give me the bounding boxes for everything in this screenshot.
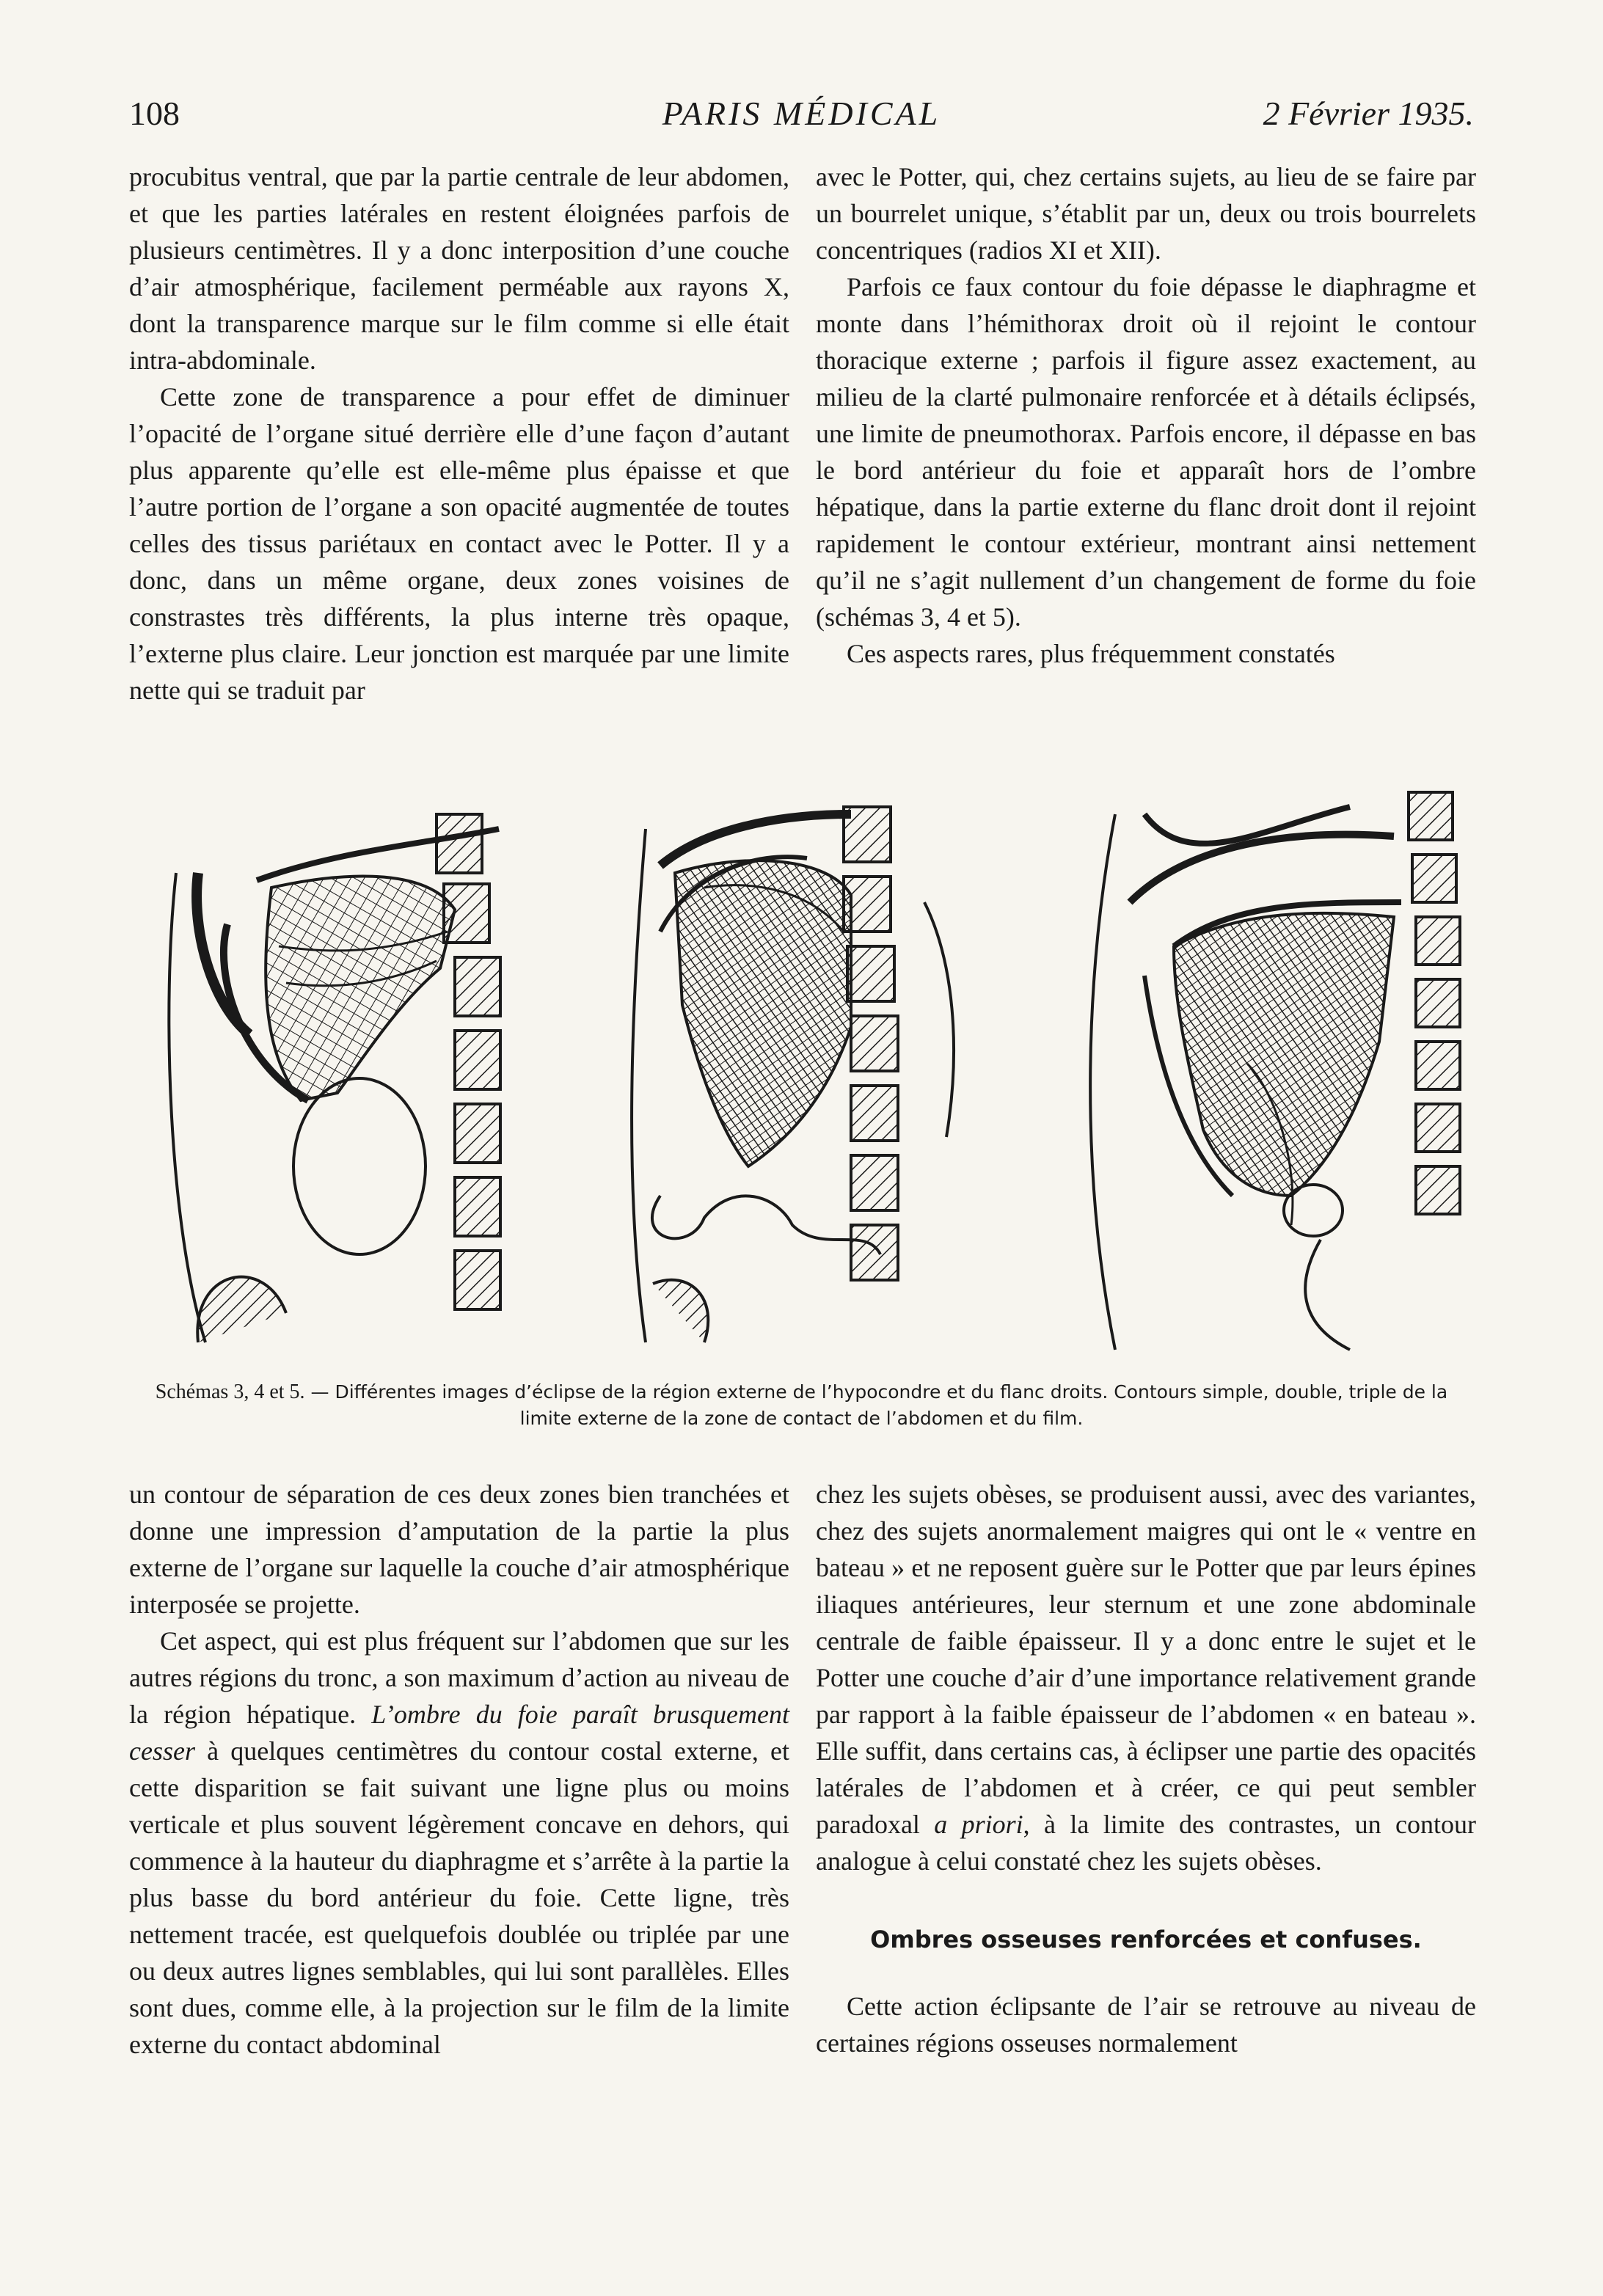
running-header bbox=[129, 94, 1474, 138]
paragraph: Cette zone de transparence a pour effet de diminuer l’opacité de l’organe situé derrière elle d’une façon d’autant plus apparente qu’elle est elle-même plus épaisse et que l’autre portion de l’organe a son opacité augmentée de toutes celles des tissus pariétaux en contact avec le Potter. Il y a donc, dans un même organe, deux zones voisines de constrastes très différents, la plus interne très opaque, l’externe plus claire. Leur jonction est marquée par une limite nette qui se traduit par bbox=[129, 382, 789, 705]
paragraph bbox=[129, 1623, 789, 2063]
journal-title: PARIS MÉDICAL bbox=[662, 95, 941, 132]
paragraph: procubitus ventral, que par la partie centrale de leur abdomen, et que les parties latérales en restent éloignées parfois de plusieurs centimètres. Il y a donc interposition d’une couche d’air atmosphérique, facilement perméable aux rayons X, dont la transparence marque sur le film comme si elle était intra-abdominale. bbox=[129, 162, 789, 375]
schema-drawings bbox=[147, 785, 1467, 1372]
vertebra-column bbox=[1409, 792, 1460, 1214]
column-bottom-left bbox=[129, 1476, 789, 2063]
figure-schemas bbox=[147, 785, 1467, 1372]
column-top-right bbox=[816, 158, 1476, 672]
paragraph: Parfois ce faux contour du foie dépasse le diaphragme et monte dans l’hémithorax droit où il rejoint le contour thoracique externe ; parfois il figure assez exactement, au milieu de la clarté pulmonaire renforcée et à détails éclipsés, une limite de pneumothorax. Parfois encore, il dépasse en bas le bord antérieur du foie et apparaît hors de l’ombre hépatique, dans la partie externe du flanc droit dont il rejoint rapidement le contour extérieur, montrant ainsi nettement qu’il ne s’agit nullement d’un changement de forme du foie (schémas 3, 4 et 5). bbox=[816, 272, 1476, 632]
column-bottom-right bbox=[816, 1476, 1476, 2061]
page-number: 108 bbox=[129, 95, 180, 132]
paragraph: Cette action éclipsante de l’air se retrouve au niveau de certaines régions osseuses normalement bbox=[816, 1992, 1476, 2058]
text-run: , à la limite des contrastes, un contour analogue à celui constaté chez les sujets obèses. bbox=[816, 1810, 1476, 1876]
issue-date: 2 Février 1935. bbox=[1263, 95, 1474, 132]
vertebra-column bbox=[437, 814, 500, 1309]
caption-lead: Schémas 3, 4 et 5. bbox=[155, 1381, 305, 1403]
schema-5 bbox=[1090, 792, 1460, 1350]
paragraph: avec le Potter, qui, chez certains sujets, au lieu de se faire par un bourrelet unique, s’établit par un, deux ou trois bourrelets concentriques (radios XI et XII). bbox=[816, 162, 1476, 265]
schema-3 bbox=[169, 814, 500, 1342]
text-run: à quelques centimètres du contour costal externe, et cette disparition se fait suivant une ligne plus ou moins verticale et plus souvent légèrement concave en dehors, qui commence à la hauteur du diaphragme et s’arrête à la partie la plus basse du bord antérieur du foie. Cette ligne, très nettement tracée, est quelquefois doublée ou triplée par une ou deux autres lignes semblables, qui lui sont parallèles. Elles sont dues, comme elle, à la projection sur le film de la limite externe du contact abdominal bbox=[129, 1736, 789, 2059]
section-heading: Ombres osseuses renforcées et confuses. bbox=[870, 1926, 1422, 1953]
caption-text: — Différentes images d’éclipse de la région externe de l’hypocondre et du flanc droits. Contours simple, double, triple de la limite externe de la zone de contact de l’abdomen et du film. bbox=[304, 1381, 1448, 1429]
paragraph: un contour de séparation de ces deux zones bien tranchées et donne une impression d’amputation de la partie la plus externe de l’organe sur laquelle la couche d’air atmosphérique interposée se projette. bbox=[129, 1480, 789, 1619]
text-run: Cet aspect, qui est plus fréquent sur l’abdomen que sur les autres régions du tronc, a son maximum d’action au niveau de la région hépatique. bbox=[129, 1626, 789, 1729]
paragraph bbox=[816, 1476, 1476, 1879]
italic-run: a priori bbox=[934, 1810, 1023, 1839]
italic-run: L’ombre du foie paraît brusquement cesser bbox=[129, 1700, 790, 1766]
paragraph: Ces aspects rares, plus fréquemment constatés bbox=[847, 639, 1335, 668]
figure-caption bbox=[129, 1379, 1474, 1432]
column-top-left bbox=[129, 158, 789, 709]
vertebra-column bbox=[844, 807, 898, 1280]
schema-4 bbox=[632, 807, 954, 1342]
text-run: chez les sujets obèses, se produisent aussi, avec des variantes, chez des sujets anormalement maigres qui ont le « ventre en bateau » et ne reposent guère sur le Potter que par leurs épines iliaques antérieures, leur sternum et une zone abdominale centrale de faible épaisseur. Il y a donc entre le sujet et le Potter une couche d’air d’une importance relativement grande par rapport à la faible épaisseur de l’abdomen « en bateau ». Elle suffit, dans certains cas, à éclipser une partie des opacités latérales de l’abdomen et à créer, ce qui peut sembler paradoxal bbox=[816, 1480, 1476, 1839]
